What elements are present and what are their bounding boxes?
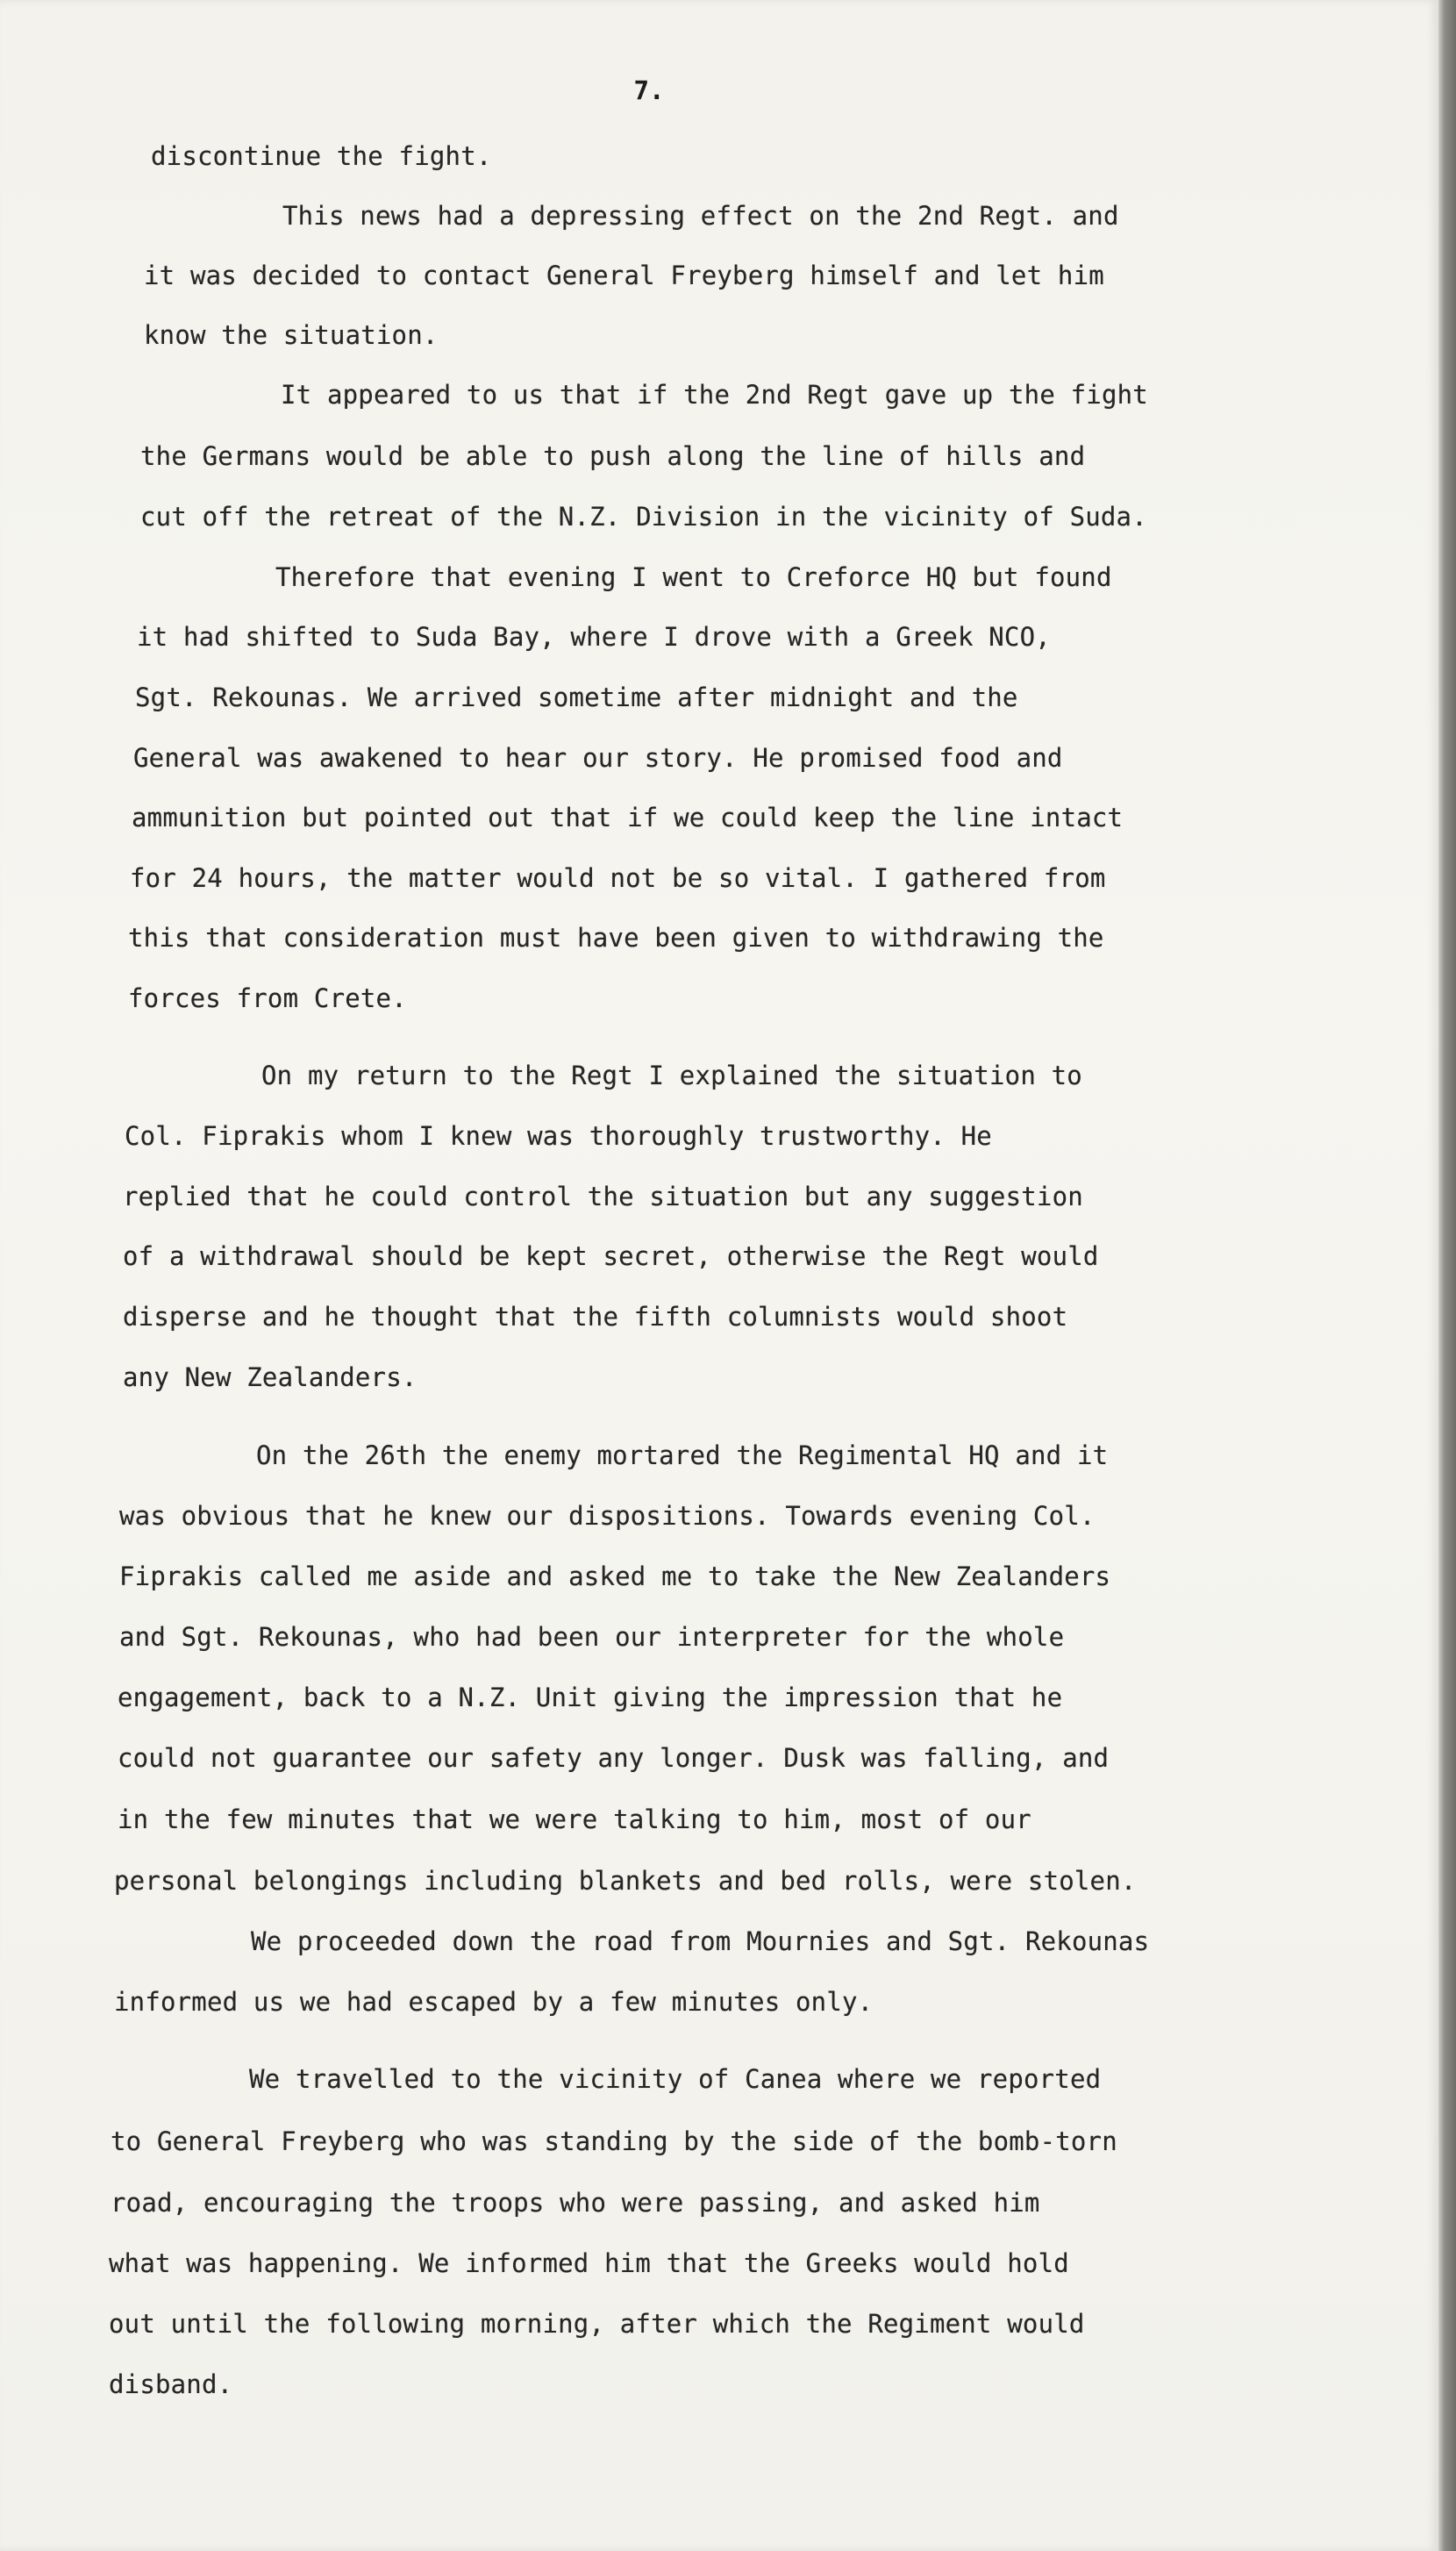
page-edge-shadow [1438, 0, 1456, 2551]
text-line: could not guarantee our safety any longer. Dusk was falling, and [118, 1743, 1110, 1773]
text-line: in the few minutes that we were talking to him, most of our [118, 1804, 1031, 1834]
text-line: On the 26th the enemy mortared the Regimental HQ and it [256, 1440, 1109, 1470]
text-line: road, encouraging the troops who were passing, and asked him [111, 2188, 1040, 2218]
text-line: discontinue the fight. [151, 141, 492, 171]
text-line: disband. [109, 2369, 233, 2399]
text-line: Sgt. Rekounas. We arrived sometime after midnight and the [135, 682, 1018, 712]
text-line: it was decided to contact General Freyberg himself and let him [144, 261, 1104, 290]
text-line: of a withdrawal should be kept secret, otherwise the Regt would [123, 1241, 1099, 1271]
text-line: the Germans would be able to push along the line of hills and [140, 441, 1086, 471]
text-line: engagement, back to a N.Z. Unit giving the impression that he [118, 1683, 1063, 1712]
text-line: Col. Fiprakis whom I knew was thoroughly trustworthy. He [125, 1121, 992, 1151]
text-line: We travelled to the vicinity of Canea where we reported [249, 2064, 1102, 2094]
text-line: cut off the retreat of the N.Z. Division in the vicinity of Suda. [140, 502, 1147, 532]
text-line: forces from Crete. [128, 983, 407, 1013]
text-line: out until the following morning, after which the Regiment would [109, 2309, 1085, 2339]
text-line: We proceeded down the road from Mournies and Sgt. Rekounas [251, 1926, 1150, 1956]
text-line: On my return to the Regt I explained the situation to [261, 1061, 1082, 1090]
text-line: know the situation. [144, 320, 439, 350]
text-line: personal belongings including blankets and bed rolls, were stolen. [114, 1866, 1137, 1896]
text-line: It appeared to us that if the 2nd Regt gave up the fight [281, 380, 1148, 410]
text-line: General was awakened to hear our story. He promised food and [133, 743, 1063, 773]
page-number: 7. [633, 75, 665, 105]
text-line: Fiprakis called me aside and asked me to take the New Zealanders [119, 1561, 1111, 1591]
text-line: replied that he could control the situation but any suggestion [123, 1182, 1083, 1211]
text-line: it had shifted to Suda Bay, where I drove with a Greek NCO, [137, 622, 1051, 652]
text-line: Therefore that evening I went to Creforce HQ but found [275, 562, 1112, 592]
text-line: ammunition but pointed out that if we could keep the line intact [132, 803, 1124, 832]
text-line: This news had a depressing effect on the 2nd Regt. and [282, 201, 1119, 231]
text-line: any New Zealanders. [123, 1362, 418, 1392]
text-line: this that consideration must have been given to withdrawing the [128, 923, 1104, 953]
text-line: and Sgt. Rekounas, who had been our interpreter for the whole [119, 1622, 1065, 1652]
text-line: disperse and he thought that the fifth columnists would shoot [123, 1302, 1068, 1332]
text-line: to General Freyberg who was standing by the side of the bomb-torn [111, 2126, 1117, 2156]
text-line: for 24 hours, the matter would not be so vital. I gathered from [130, 863, 1106, 893]
text-line: informed us we had escaped by a few minutes only. [114, 1987, 874, 2017]
text-line: was obvious that he knew our dispositions. Towards evening Col. [119, 1501, 1096, 1531]
text-line: what was happening. We informed him that the Greeks would hold [109, 2248, 1069, 2278]
